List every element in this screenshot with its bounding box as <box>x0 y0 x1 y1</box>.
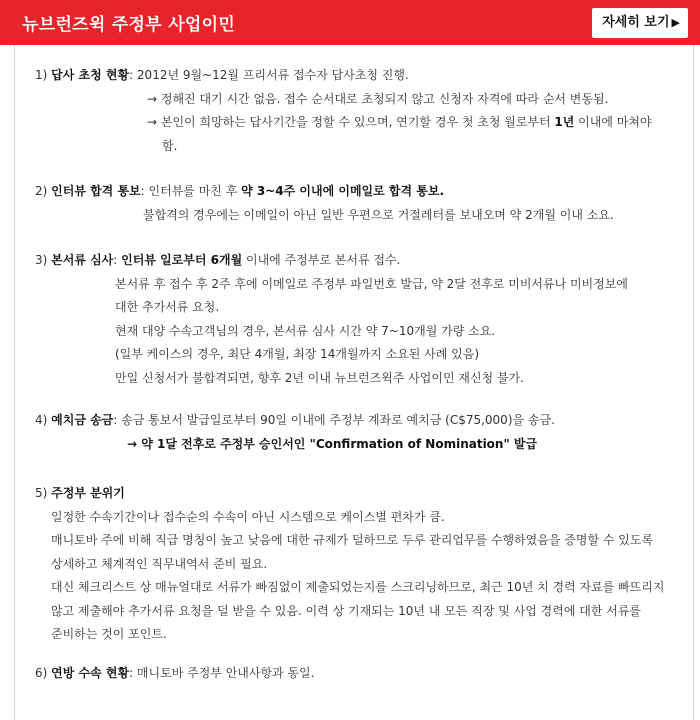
section-label: 본서류 심사 <box>51 253 114 267</box>
section-text: : 인터뷰를 마친 후 <box>140 184 242 198</box>
section-label: 인터뷰 합격 통보 <box>51 184 141 198</box>
section-sub-line: 함. <box>162 138 178 153</box>
section-sub-line: 매니토바 주에 비해 직급 명칭이 높고 낮음에 대한 규제가 덜하므로 두루 관리업무를 수행하였음을 증명할 수 있도록 <box>51 533 654 547</box>
section-number: 4) <box>35 413 52 427</box>
section-heading-line <box>35 482 683 506</box>
section-sub-line: 준비하는 것이 포인트. <box>51 627 167 641</box>
section-deposit <box>35 409 683 456</box>
section-sub-line: 불합격의 경우에는 이메일이 아닌 일반 우편으로 거절레터를 보내오며 약 2개월 이내 소요. <box>143 207 614 222</box>
section-bold-text: 인터뷰 일로부터 6개월 <box>121 253 243 267</box>
more-details-button[interactable] <box>592 8 688 38</box>
sub-text: → 본인이 희망하는 답사기간을 정할 수 있으며, 연기할 경우 첫 초청 월로부터 <box>147 115 555 129</box>
section-text: : 송금 통보서 발급일로부터 90일 이내에 주정부 계좌로 예치금 (C$75,000)을 송금. <box>113 413 555 427</box>
sub-bold-text: 1년 <box>554 115 575 129</box>
section-heading-line <box>35 180 683 204</box>
section-sub-line: 않고 제출해야 추가서류 요청을 덜 받을 수 있음. 이력 상 기재되는 10년 내 모든 직장 및 사업 경력에 대한 서류를 <box>51 603 642 618</box>
section-sub-line: 만일 신청서가 불합격되면, 향후 2년 이내 뉴브런즈윅주 사업이민 재신청 불가. <box>115 370 524 385</box>
section-number: 5) <box>35 486 52 500</box>
section-interview-result <box>35 180 683 227</box>
section-heading-line <box>35 64 683 88</box>
section-number: 1) <box>35 68 52 82</box>
section-colon: : <box>113 253 122 267</box>
section-label: 주정부 분위기 <box>51 486 125 500</box>
section-heading-line <box>35 662 683 686</box>
page-title: 뉴브런즈윅 주정부 사업이민 <box>22 15 236 35</box>
section-bold-text: 약 3~4주 이내에 이메일로 합격 통보. <box>241 184 445 198</box>
section-sub-line: 일정한 수속기간이나 접수순의 수속이 아닌 시스템으로 케이스별 편차가 큼. <box>51 509 445 524</box>
section-document-review <box>35 249 683 390</box>
section-provincial-atmosphere <box>35 482 683 647</box>
section-sub-line: (일부 케이스의 경우, 최단 4개월, 최장 14개월까지 소요된 사례 있음) <box>115 347 480 361</box>
section-number: 6) <box>35 666 52 680</box>
section-text: : 2012년 9월~12월 프리서류 접수자 답사초청 진행. <box>129 68 409 82</box>
section-text: 이내에 주정부로 본서류 접수. <box>242 253 401 267</box>
section-federal-status <box>35 662 683 686</box>
section-sub-line: 본서류 후 접수 후 2주 후에 이메일로 주정부 파일번호 발급, 약 2달 전후로 미비서류나 미비정보에 <box>115 276 628 291</box>
page-header <box>0 0 700 45</box>
section-sub-line: 상세하고 체계적인 직무내역서 준비 필요. <box>51 556 268 571</box>
more-details-label: 자세히 보기 <box>602 14 670 30</box>
section-sub-line: → 정해진 대기 시간 없음. 접수 순서대로 초청되지 않고 신청자 자격에 따라 순서 변동됨. <box>147 91 609 106</box>
section-label: 답사 초청 현황 <box>51 68 130 82</box>
sub-text: 이내에 마쳐야 <box>574 115 652 129</box>
section-sub-line: 현재 대양 수속고객님의 경우, 본서류 심사 시간 약 7~10개월 가량 소요. <box>115 323 496 338</box>
section-label: 연방 수속 현황 <box>51 666 130 680</box>
section-applicant-invitation <box>35 64 683 158</box>
section-heading-line <box>35 249 683 273</box>
section-label: 예치금 송금 <box>51 413 114 427</box>
content-panel <box>14 45 694 720</box>
section-sub-line: 대한 추가서류 요청. <box>115 300 220 314</box>
section-sub-line <box>35 111 683 135</box>
section-text: : 매니토바 주정부 안내사항과 동일. <box>129 666 315 680</box>
play-arrow-icon: ▶ <box>671 15 680 29</box>
section-number: 3) <box>35 253 52 267</box>
section-heading-line <box>35 409 683 433</box>
section-number: 2) <box>35 184 52 198</box>
section-sub-line: → 약 1달 전후로 주정부 승인서인 "Confirmation of Nomination" 발급 <box>127 436 538 451</box>
section-sub-line: 대신 체크리스트 상 매뉴얼대로 서류가 빠짐없이 제출되었는지를 스크리닝하므로, 최근 10년 치 경력 자료를 빠뜨리지 <box>51 580 665 594</box>
